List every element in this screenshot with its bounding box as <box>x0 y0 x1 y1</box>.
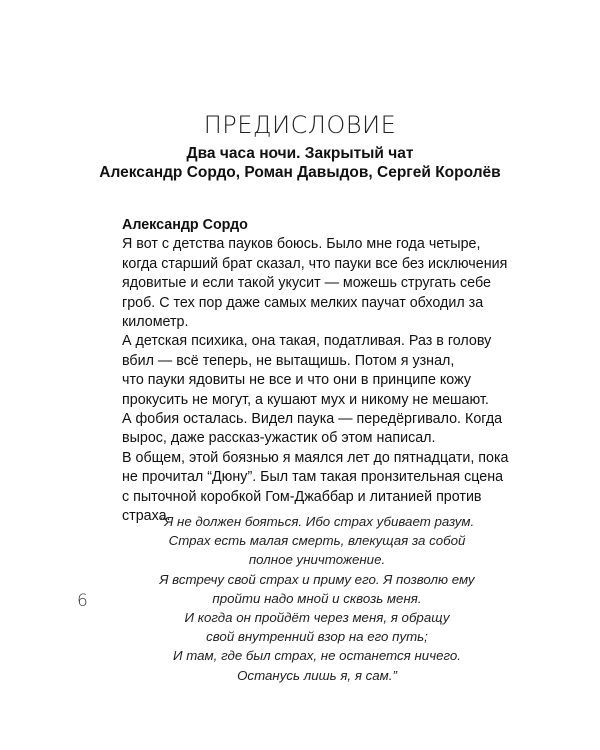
body-line: с пыточной коробкой Гом-Джаббар и литанией против <box>122 488 482 505</box>
body-line: когда старший брат сказал, что пауки все без исключения <box>122 255 508 272</box>
body-line: километр. <box>122 314 189 331</box>
litany-quote <box>122 512 512 685</box>
body-line: гроб. С тех пор даже самых мелких паучат обходил за <box>122 294 484 311</box>
subtitle-line-2: Александр Сордо, Роман Давыдов, Сергей Королёв <box>99 164 501 181</box>
quote-line: Страх есть малая смерть, влекущая за собой <box>168 533 466 549</box>
body-line: страха. <box>122 508 171 525</box>
quote-line: И там, где был страх, не останется ничего. <box>173 648 461 664</box>
body-line: вбил — всё теперь, не вытащишь. Потом я узнал, <box>122 352 455 369</box>
quote-line: И когда он пройдёт через меня, я обращу <box>184 610 450 626</box>
quote-line: свой внутренний взор на его путь; <box>206 629 428 645</box>
quote-line: “Я не должен бояться. Ибо страх убивает разум. <box>159 514 475 529</box>
author-name: Александр Сордо <box>122 217 248 233</box>
body-line: А фобия осталась. Видел паука — передёргивало. Когда <box>122 411 503 428</box>
body-line: прокусить не могут, а кушают мух и никому не мешают. <box>122 391 489 408</box>
body-text <box>122 216 512 527</box>
subtitle-line-1: Два часа ночи. Закрытый чат <box>186 145 414 162</box>
body-line: А детская психика, она такая, податливая. Раз в голову <box>122 333 492 350</box>
body-line: ядовитые и если такой укусит — можешь стругать себе <box>122 275 491 292</box>
quote-line: пройти надо мной и сквозь меня. <box>212 590 422 606</box>
quote-line: Останусь лишь я, я сам.” <box>237 667 397 683</box>
body-line: что пауки ядовиты не все и что они в принципе кожу <box>122 372 471 389</box>
body-line: В общем, этой боязнью я маялся лет до пятнадцати, пока <box>122 449 509 466</box>
quote-line: полное уничтожение. <box>248 552 386 568</box>
body-line: Я вот с детства пауков боюсь. Было мне года четыре, <box>122 236 481 253</box>
page-number: 6 <box>77 591 88 611</box>
body-line: не прочитал “Дюну”. Был там такая пронзительная сцена <box>122 469 504 486</box>
quote-line: Я встречу свой страх и приму его. Я позволю ему <box>159 571 475 587</box>
body-line: вырос, даже рассказ-ужастик об этом написал. <box>122 430 436 447</box>
page-title: ПРЕДИСЛОВИЕ <box>203 111 397 139</box>
